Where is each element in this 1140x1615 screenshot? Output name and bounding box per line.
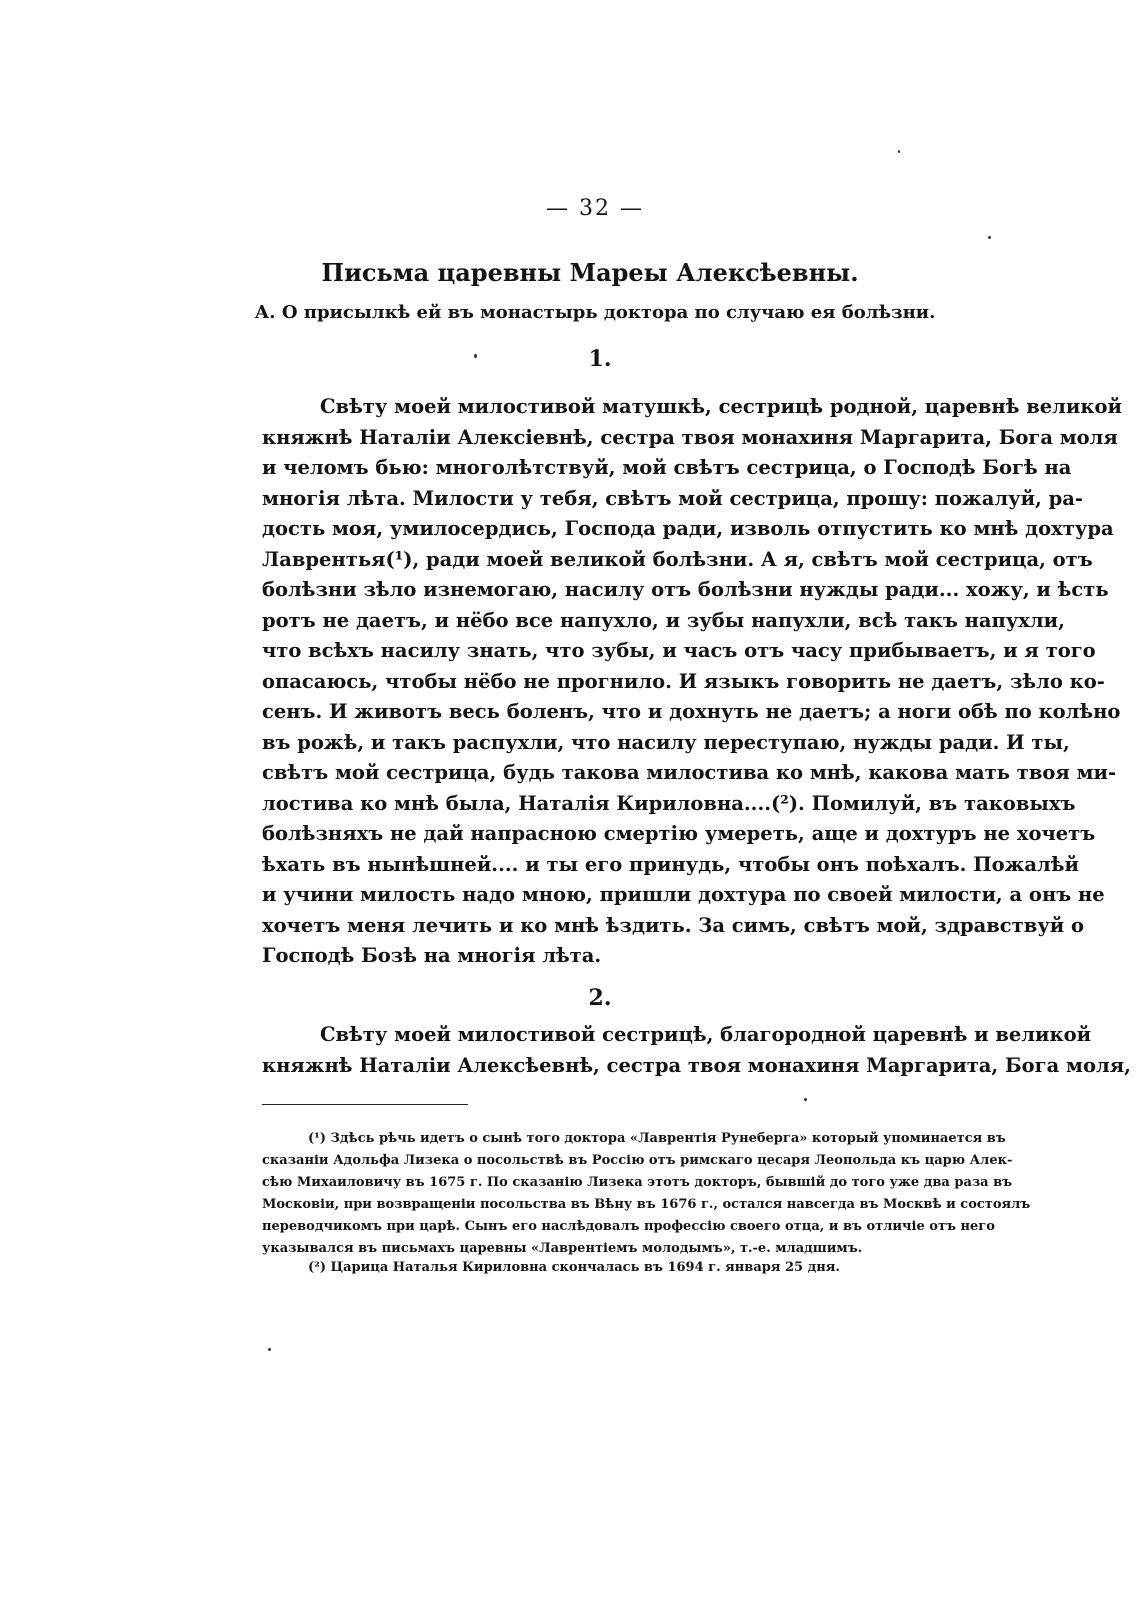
text-line: опасаюсь, чтобы нёбо не прогнило. И языкъ говорить не даетъ, зѣло ко- (262, 669, 1105, 693)
footnote-line: сѣю Михаиловичу въ 1675 г. По сказанію Лизека этотъ докторъ, бывшій до того уже два раза въ (262, 1175, 1013, 1190)
footnote-line: Московіи, при возвращеніи посольства въ Вѣну въ 1676 г., остался навсегда въ Москвѣ и состоялъ (262, 1197, 1031, 1212)
footnote-line: указывался въ письмахъ царевны «Лаврентіемъ молодымъ», т.-е. младшимъ. (262, 1241, 863, 1256)
text-line: княжнѣ Наталіи Алексѣевнѣ, сестра твоя монахиня Маргарита, Бога моля, (262, 1053, 1131, 1077)
text-line: болѣзняхъ не дай напрасною смертію умереть, аще и дохтуръ не хочетъ (262, 822, 1096, 845)
text-line: дость моя, умилосердись, Господа ради, изволь отпустить ко мнѣ дохтура (262, 517, 1114, 540)
text-line: болѣзни зѣло изнемогаю, насилу отъ болѣзни нужды ради... хожу, и ѣсть (262, 578, 1109, 601)
scan-speck (268, 1348, 271, 1351)
footnote-line: сказаніи Адольфа Лизека о посольствѣ въ Россію отъ римскаго цесаря Леопольда къ царю Алек- (262, 1153, 1013, 1168)
footnote-line: переводчикомъ при царѣ. Сынъ его наслѣдовалъ профессію своего отца, и въ отличіе отъ него (262, 1219, 995, 1234)
letter-number-1: 1. (588, 346, 612, 372)
text-line: и челомъ бью: многолѣтствуй, мой свѣтъ сестрица, о Господѣ Богѣ на (262, 456, 1072, 479)
letter-number-2: 2. (588, 985, 612, 1011)
scan-speck (804, 1098, 807, 1101)
section-subtitle: А. О присылкѣ ей въ монастырь доктора по случаю ея болѣзни. (254, 302, 936, 323)
text-line: ѣхать въ нынѣшней.... и ты его принудь, чтобы онъ поѣхалъ. Пожалѣй (262, 852, 1079, 876)
text-line: и учини милость надо мною, пришли дохтура по своей милости, а онъ не (262, 883, 1105, 906)
text-line: княжнѣ Наталіи Алексіевнѣ, сестра твоя монахиня Маргарита, Бога моля (262, 425, 1118, 449)
text-line: свѣтъ мой сестрица, будь такова милостива ко мнѣ, какова мать твоя ми- (262, 761, 1117, 784)
scan-speck (898, 150, 900, 153)
text-line: многія лѣта. Милости у тебя, свѣтъ мой сестрица, прошу: пожалуй, ра- (262, 486, 1083, 510)
text-line: Лаврентья(¹), ради моей великой болѣзни. А я, свѣтъ мой сестрица, отъ (262, 547, 1093, 571)
text-line: въ рожѣ, и такъ распухли, что насилу переступаю, нужды ради. И ты, (262, 730, 1070, 754)
text-line: сенъ. И животъ весь боленъ, что и дохнуть не даетъ; а ноги обѣ по колѣно (262, 700, 1121, 723)
letter-2-text (262, 1020, 1131, 1081)
letter-1-text (262, 392, 1122, 972)
scan-speck (988, 236, 991, 239)
scan-speck (474, 354, 477, 358)
page-number: — 32 — (546, 196, 644, 221)
text-line: Свѣту моей милостивой сестрицѣ, благородной царевнѣ и великой (320, 1023, 1092, 1046)
text-line: хочетъ меня лечить и ко мнѣ ѣздить. За симъ, свѣтъ мой, здравствуй о (262, 913, 1085, 937)
text-line: Свѣту моей милостивой матушкѣ, сестрицѣ родной, царевнѣ великой (320, 395, 1122, 418)
text-line: лостива ко мнѣ была, Наталія Кириловна....(²). Помилуй, въ таковыхъ (262, 791, 1076, 815)
footnote-2: (²) Царица Наталья Кириловна скончалась въ 1694 г. января 25 дня. (308, 1260, 840, 1275)
text-line: ротъ не даетъ, и нёбо все напухло, и зубы напухли, всѣ такъ напухли, (262, 608, 1065, 632)
text-line: что всѣхъ насилу знать, что зубы, и часъ отъ часу прибываетъ, и я того (262, 639, 1096, 662)
footnote-divider (262, 1104, 468, 1105)
text-line: Господѣ Бозѣ на многія лѣта. (262, 944, 602, 967)
page-title: Письма царевны Мареы Алексѣевны. (321, 258, 859, 287)
footnote-1 (262, 1128, 1031, 1260)
footnote-line: (¹) Здѣсь рѣчь идетъ о сынѣ того доктора «Лаврентія Рунеберга» который упоминается въ (308, 1131, 1006, 1146)
